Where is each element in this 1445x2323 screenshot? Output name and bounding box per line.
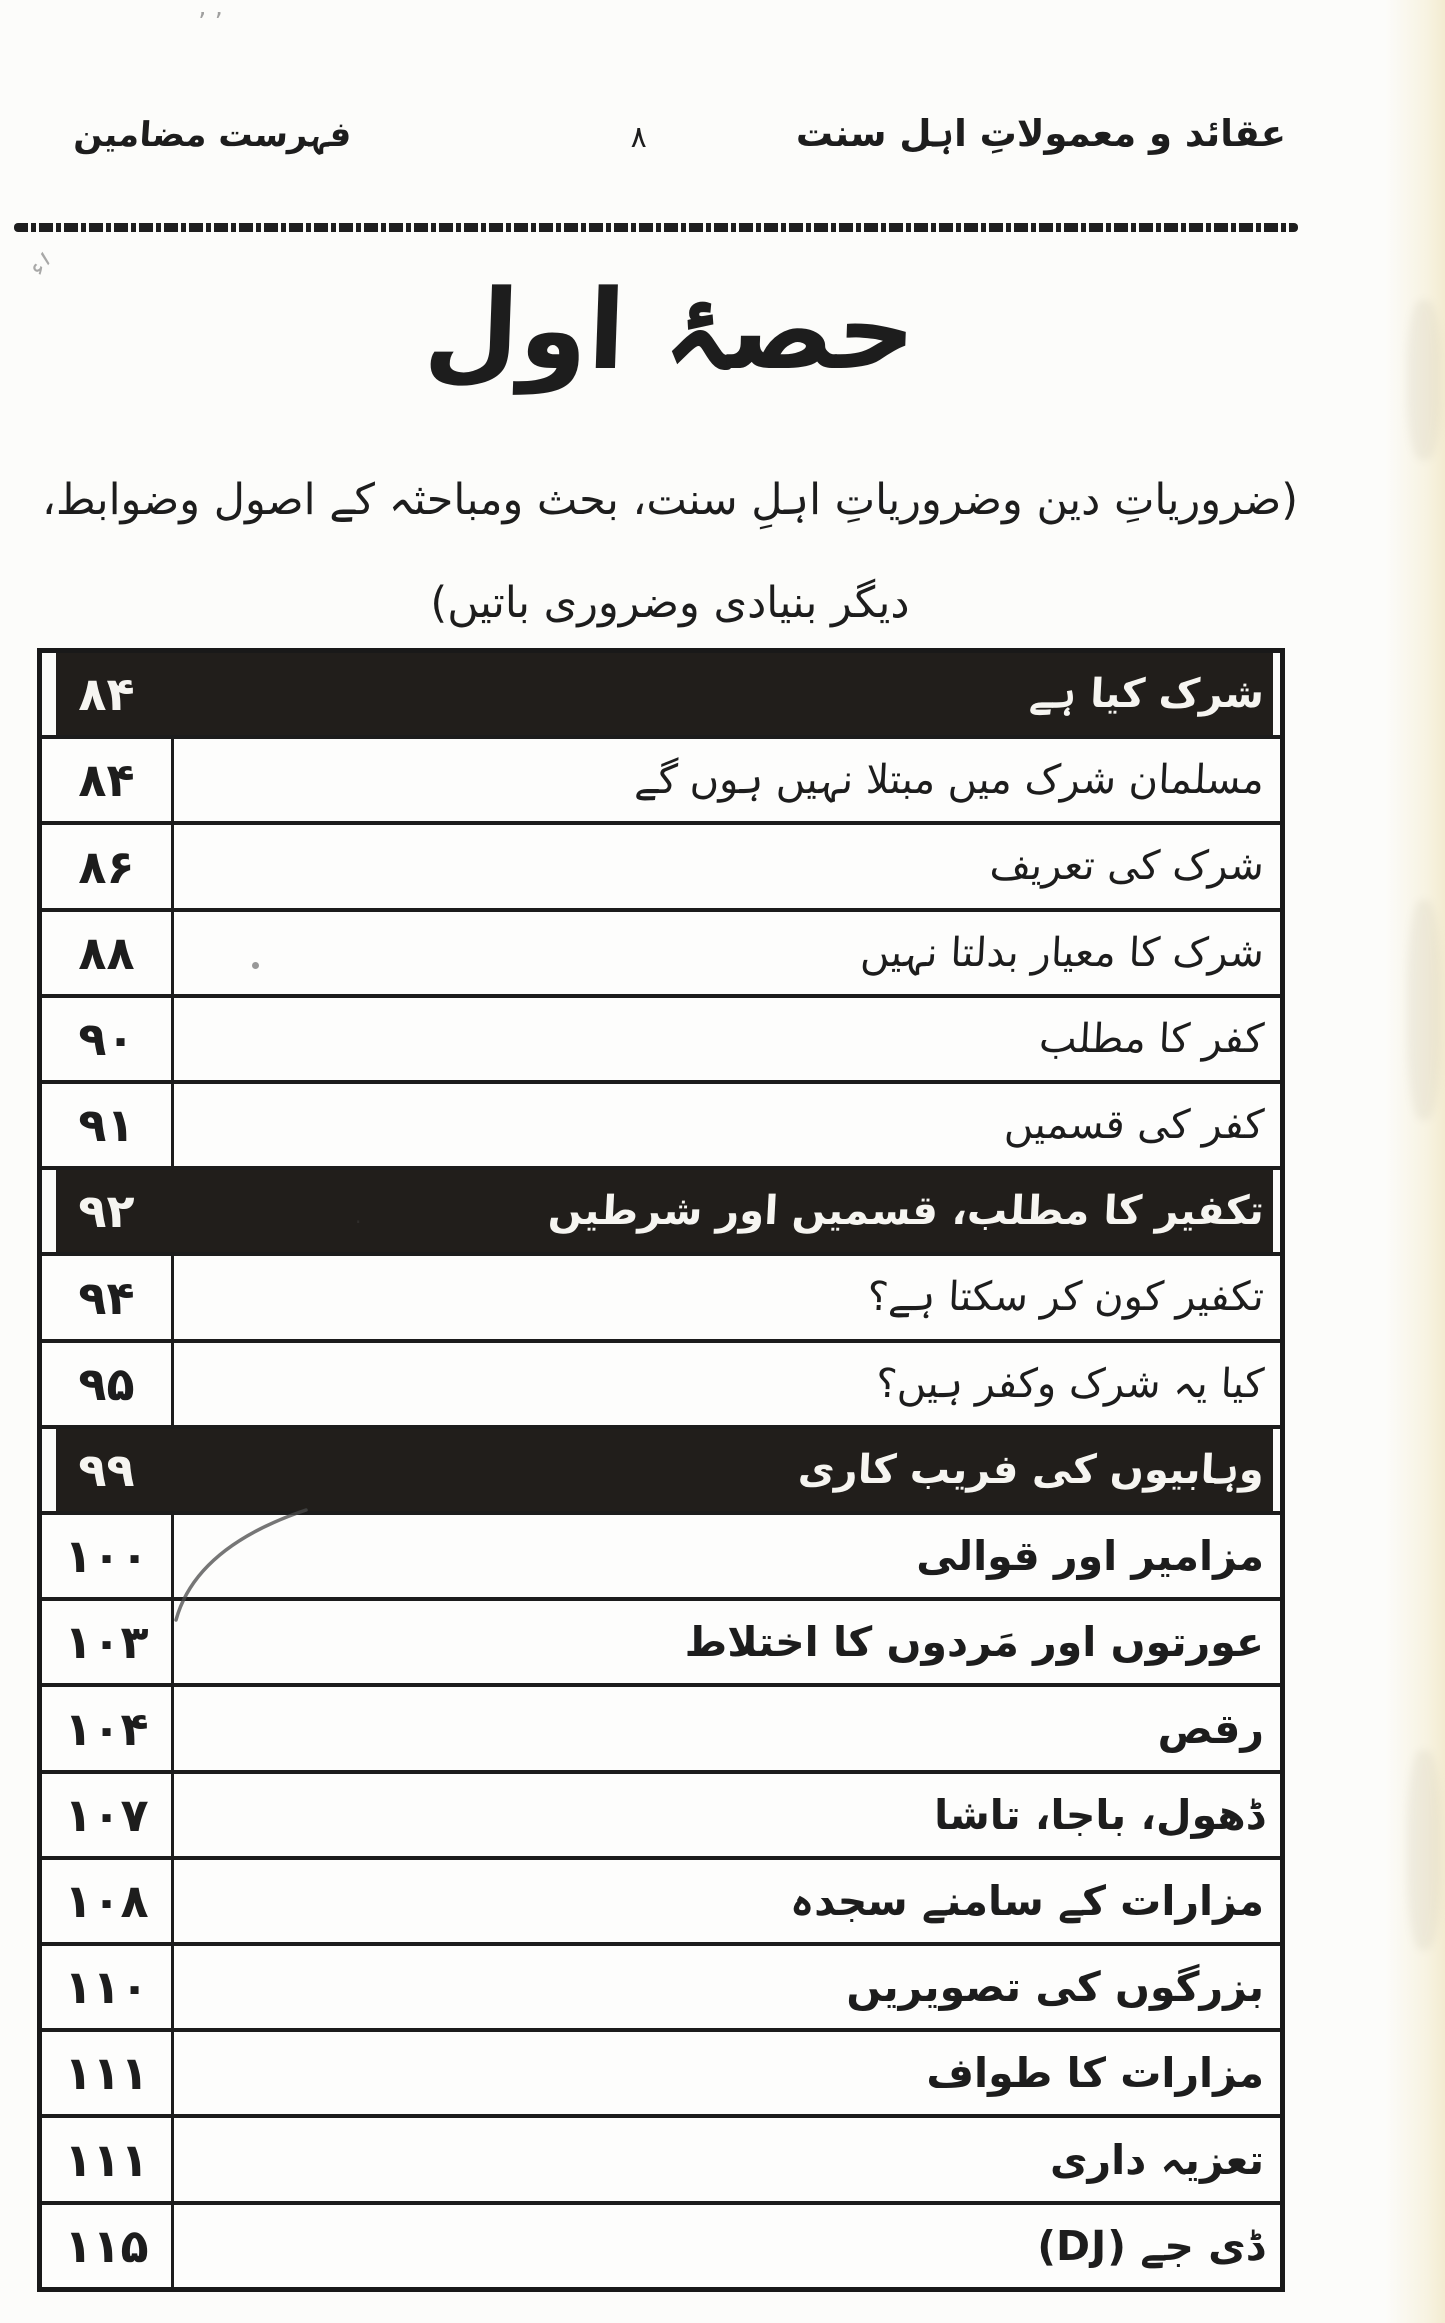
toc-page-number: ۸۴ [42,739,174,821]
toc-page-number: ۱۰۷ [42,1774,174,1856]
toc-page-number: ۱۰۳ [42,1601,174,1683]
toc-page-number: ۹۲ [78,1184,135,1239]
toc-page-number: ۹۴ [42,1256,174,1338]
toc-row [42,2201,1280,2287]
toc-page-number: ۹۰ [42,998,174,1080]
toc-row [42,1425,1280,1511]
toc-entry-title: ڈھول، باجا، تاشا [934,1790,1264,1839]
part-title: حصۂ اول [421,266,919,394]
toc-page-number: ۸۸ [42,912,174,994]
scan-dot-artifact [252,962,259,969]
page-header [74,112,1286,155]
toc-row [42,653,1280,735]
toc-entry-title: شرک کا معیار بدلتا نہیں [859,929,1266,976]
toc-page-number: ۹۱ [42,1084,174,1166]
toc-page-number: ۱۱۱ [42,2118,174,2200]
part-subtitle-line1: (ضروریاتِ دین وضروریاتِ اہلِ سنت، بحث ومباحثہ کے اصول وضوابط، [41,475,1299,525]
toc-page-number: ۱۰۰ [42,1515,174,1597]
toc-row [42,1339,1280,1425]
book-title: عقائد و معمولاتِ اہل سنت [795,112,1286,155]
scan-smudge [1407,300,1441,460]
dotted-separator [14,223,1298,232]
toc-page-number: ۹۵ [42,1343,174,1425]
toc-entry-title: مزامیر اور قوالی [916,1532,1264,1581]
toc-entry-title: کیا یہ شرک وکفر ہیں؟ [874,1360,1266,1407]
toc-page-number: ۱۱۰ [42,1946,174,2028]
toc-table [37,648,1285,2292]
page-number: ۸ [630,120,647,155]
toc-entry-title: رقص [1157,1704,1264,1753]
scan-smudge [1407,1750,1441,1950]
toc-entry-title: ڈی جے (DJ) [1037,2221,1264,2270]
toc-row [42,1166,1280,1252]
toc-entry-title: مزارات کا طواف [926,2049,1264,2098]
toc-page-number: ۱۱۱ [42,2032,174,2114]
toc-entry-title: کفر کی قسمیں [1003,1102,1266,1149]
toc-entry-title: شرک کی تعریف [988,843,1266,890]
toc-row [42,1252,1280,1338]
toc-entry-title: بزرگوں کی تصویریں [846,1963,1264,2012]
toc-entry-title: تکفیر کا مطلب، قسمیں اور شرطیں [547,1188,1266,1235]
toc-row [42,2114,1280,2200]
toc-entry-title: تعزیہ داری [1049,2135,1264,2184]
toc-entry-title: وہابیوں کی فریب کاری [796,1446,1266,1493]
toc-row [42,1856,1280,1942]
toc-entry-title: شرک کیا ہے [1028,671,1266,718]
contents-label: فہرست مضامین [72,115,353,155]
toc-page-number: ۱۰۸ [42,1860,174,1942]
scan-smudge [1407,900,1441,1120]
toc-row [42,1080,1280,1166]
toc-entry-title: مزارات کے سامنے سجدہ [790,1876,1264,1925]
toc-entry-title: مسلمان شرک میں مبتلا نہیں ہوں گے [633,757,1266,804]
scan-squiggle-mark: ؍ء [21,243,60,281]
toc-page-number: ۸۴ [78,667,135,722]
toc-row [42,1770,1280,1856]
scan-dot-artifact: · [355,1210,362,1234]
toc-page-number: ۸۶ [42,825,174,907]
toc-row [42,1683,1280,1769]
scan-speck-marks: ٬ ٬ [198,8,223,38]
toc-entry-title: تکفیر کون کر سکتا ہے؟ [866,1274,1266,1321]
toc-row [42,2028,1280,2114]
pen-mark-artifact [168,1502,318,1627]
toc-page-number: ۱۰۴ [42,1687,174,1769]
toc-row [42,994,1280,1080]
toc-row [42,735,1280,821]
part-subtitle-line2: دیگر بنیادی وضروری باتیں) [430,578,910,628]
toc-row [42,821,1280,907]
toc-entry-title: عورتوں اور مَردوں کا اختلاط [684,1618,1264,1667]
toc-entry-title: کفر کا مطلب [1038,1015,1266,1062]
toc-row [42,1942,1280,2028]
toc-page-number: ۱۱۵ [42,2205,174,2287]
toc-row [42,908,1280,994]
toc-page-number: ۹۹ [78,1442,135,1497]
